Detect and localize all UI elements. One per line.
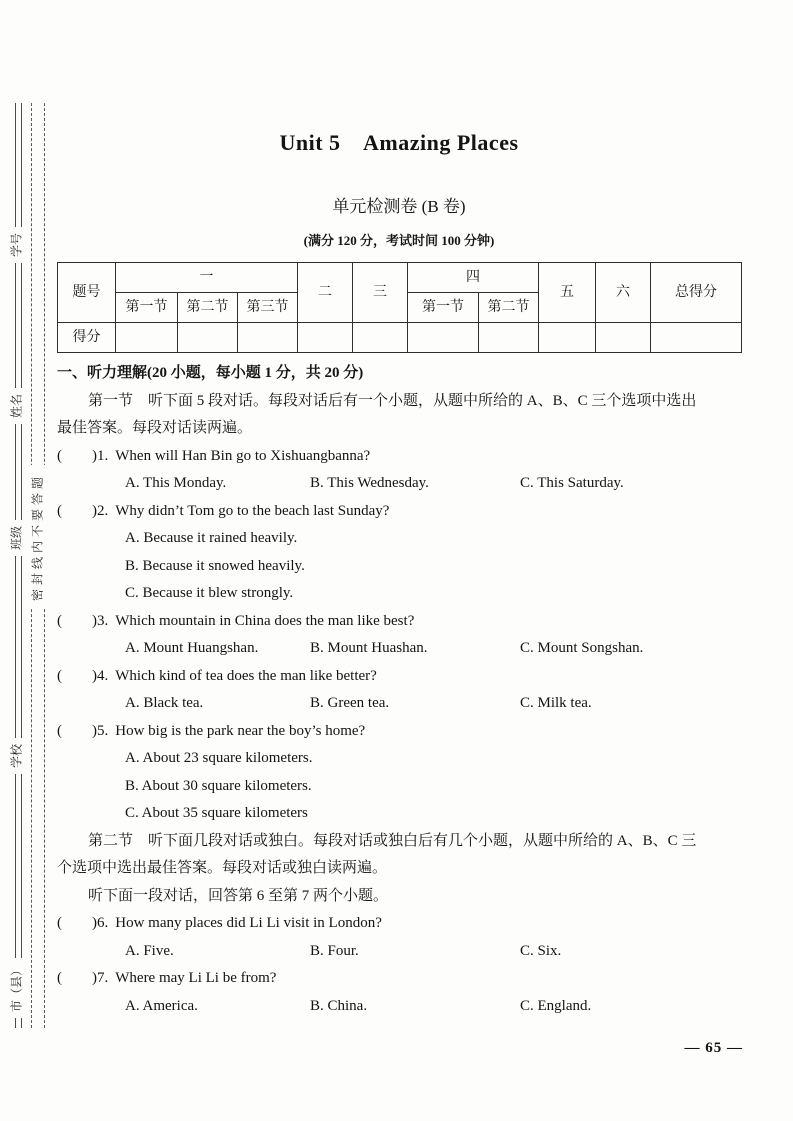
answer-bracket-2: ( )2.: [57, 502, 109, 519]
student-name-label: 姓名: [8, 388, 25, 424]
answer-bracket-6: ( )6.: [57, 915, 109, 931]
listening-section: [57, 360, 741, 1020]
option-2a: A. Because it rained heavily.: [125, 530, 298, 546]
option-6a: A. Five.: [125, 942, 174, 959]
option-1b: B. This Wednesday.: [310, 475, 429, 491]
question-6-text: How many places did Li Li visit in London?: [115, 915, 382, 931]
score-table-score-label: 得分: [58, 323, 116, 353]
score-table-total-header: 总得分: [651, 263, 742, 323]
part1-instructions-line1: 第一节 听下面 5 段对话。每段对话后有一个小题，从题中所给的 A、B、C 三个选项中选出: [88, 392, 697, 409]
score-cell: [596, 323, 651, 353]
part2-dialog-hint: 听下面一段对话，回答第 6 至第 7 两个小题。: [88, 887, 389, 904]
part2-instructions-line2: 个选项中选出最佳答案。每段对话或独白读两遍。: [57, 860, 388, 876]
score-cell: [353, 323, 408, 353]
option-1c: C. This Saturday.: [520, 475, 624, 491]
score-table-part-five-header: 五: [539, 263, 596, 323]
option-2b: B. Because it snowed heavily.: [125, 557, 305, 574]
score-table-four-section2: 第二节: [479, 293, 539, 323]
option-3b: B. Mount Huashan.: [310, 640, 428, 656]
answer-bracket-4: ( )4.: [57, 667, 109, 684]
answer-bracket-7: ( )7.: [57, 970, 109, 986]
score-cell: [539, 323, 596, 353]
student-number-label: 学号: [8, 227, 25, 263]
option-5c: C. About 35 square kilometers: [125, 805, 308, 821]
answer-bracket-1: ( )1.: [57, 447, 109, 464]
option-6c: C. Six.: [520, 942, 562, 959]
score-cell: [178, 323, 238, 353]
score-table-part-six-header: 六: [596, 263, 651, 323]
score-table: [57, 262, 742, 353]
score-cell: [116, 323, 178, 353]
exam-score-time-info: (满分 120 分，考试时间 100 分钟): [303, 233, 495, 248]
score-cell: [408, 323, 479, 353]
option-4b: B. Green tea.: [310, 695, 390, 711]
option-1a: A. This Monday.: [125, 475, 227, 491]
school-label: 学校: [8, 738, 25, 774]
part2-instructions-line1: 第二节 听下面几段对话或独白。每段对话或独白后有几个小题，从题中所给的 A、B、C 三: [88, 832, 697, 849]
question-7-text: Where may Li Li be from?: [115, 970, 277, 986]
question-1-options: [57, 470, 741, 498]
option-5a: A. About 23 square kilometers.: [125, 750, 313, 766]
seal-line-notice: 密封线内不要答题: [29, 465, 46, 609]
score-cell: [479, 323, 539, 353]
city-county-label: 市（县）: [8, 958, 25, 1018]
option-5b: B. About 30 square kilometers.: [125, 777, 312, 794]
score-cell: [651, 323, 742, 353]
option-7c: C. England.: [520, 997, 592, 1014]
page-title: Unit 5 Amazing Places: [279, 130, 519, 155]
option-3a: A. Mount Huangshan.: [125, 640, 259, 656]
question-4-text: Which kind of tea does the man like better?: [115, 667, 377, 684]
option-3c: C. Mount Songshan.: [520, 640, 644, 656]
option-7b: B. China.: [310, 997, 368, 1014]
score-table-part-two-header: 二: [298, 263, 353, 323]
score-table-one-section1: 第一节: [116, 293, 178, 323]
page-number: — 65 —: [684, 1040, 743, 1056]
class-label: 班级: [8, 520, 25, 556]
score-cell: [298, 323, 353, 353]
question-2: [57, 498, 741, 526]
score-table-one-section3: 第三节: [238, 293, 298, 323]
question-4: [57, 663, 741, 691]
score-table-four-section1: 第一节: [408, 293, 479, 323]
score-table-part-one-header: 一: [116, 263, 298, 293]
exam-subtitle: 单元检测卷 (B 卷): [332, 197, 466, 216]
option-6b: B. Four.: [310, 942, 359, 959]
question-2-text: Why didn’t Tom go to the beach last Sunday?: [115, 502, 390, 519]
score-cell: [238, 323, 298, 353]
question-6-options: [57, 938, 741, 966]
question-7-options: [57, 993, 741, 1021]
exam-page: [57, 0, 741, 1020]
listening-section-heading: 一、听力理解(20 小题，每小题 1 分，共 20 分): [57, 365, 364, 381]
option-7a: A. America.: [125, 997, 198, 1014]
question-3: [57, 608, 741, 636]
question-3-options: [57, 635, 741, 663]
question-5-text: How big is the park near the boy’s home?: [115, 722, 366, 739]
option-4c: C. Milk tea.: [520, 695, 592, 711]
question-4-options: [57, 690, 741, 718]
part1-instructions-line2: 最佳答案。每段对话读两遍。: [57, 420, 253, 436]
question-1-text: When will Han Bin go to Xishuangbanna?: [115, 447, 371, 464]
score-table-part-four-header: 四: [408, 263, 539, 293]
question-5: [57, 718, 741, 746]
question-7: [57, 965, 741, 993]
score-table-one-section2: 第二节: [178, 293, 238, 323]
question-1: [57, 443, 741, 471]
option-4a: A. Black tea.: [125, 695, 204, 711]
answer-bracket-5: ( )5.: [57, 722, 109, 739]
question-3-text: Which mountain in China does the man like best?: [115, 612, 415, 629]
question-6: [57, 910, 741, 938]
option-2c: C. Because it blew strongly.: [125, 585, 294, 601]
answer-bracket-3: ( )3.: [57, 612, 109, 629]
score-table-part-three-header: 三: [353, 263, 408, 323]
score-table-question-number-header: 题号: [58, 263, 116, 323]
